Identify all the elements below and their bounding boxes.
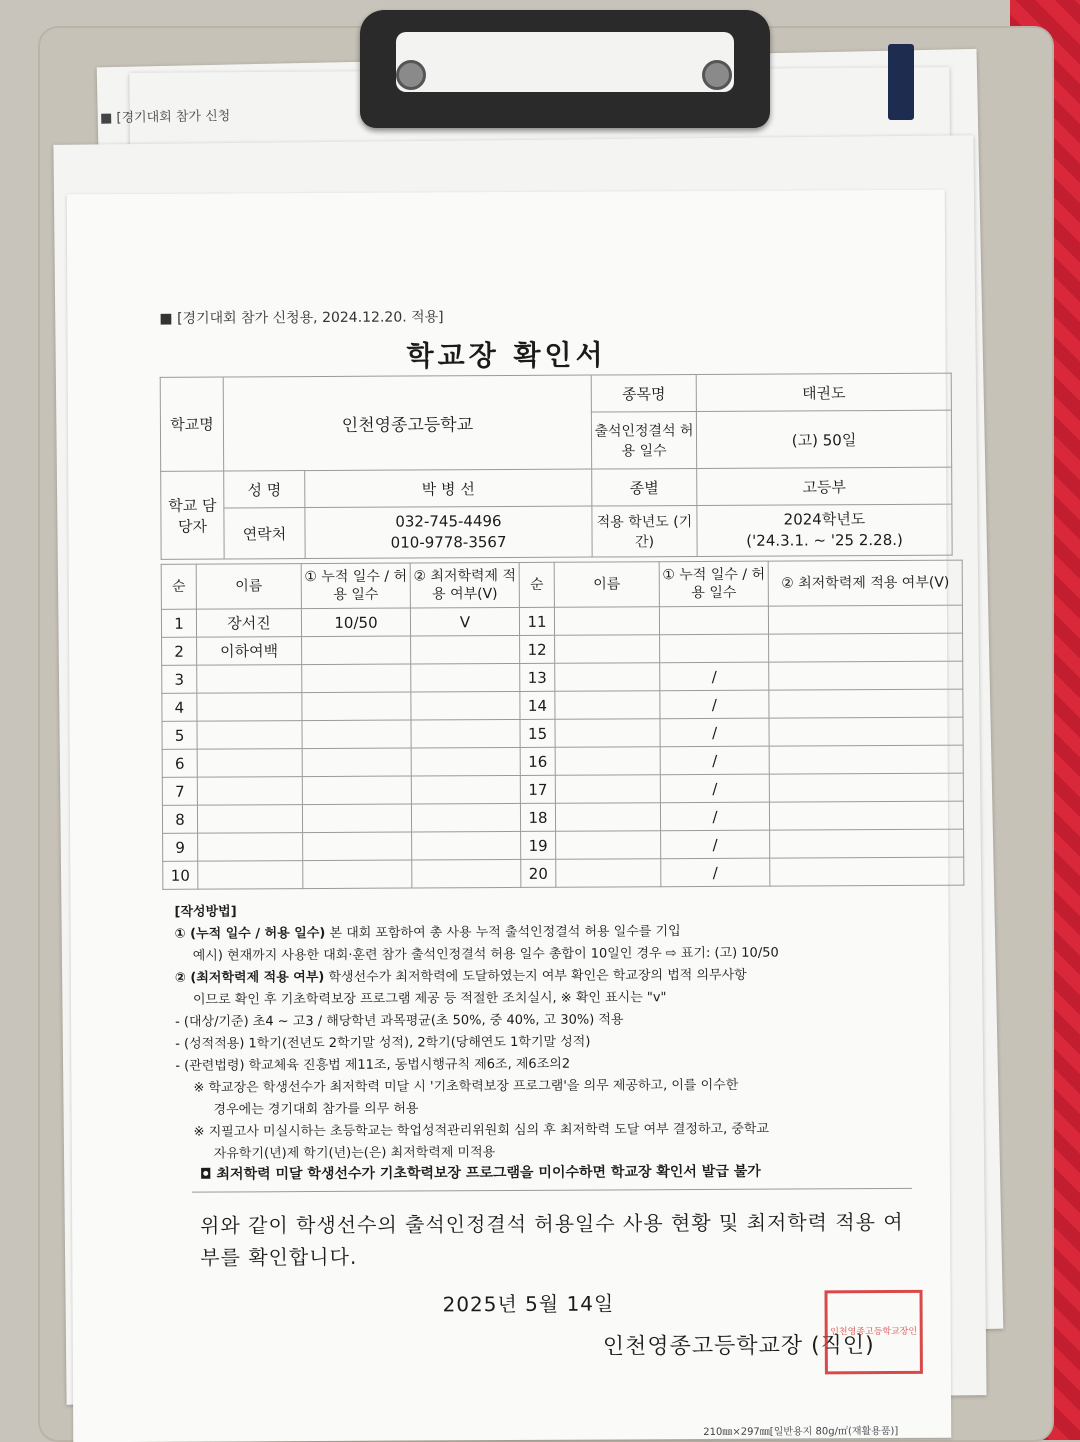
row-days: / — [660, 662, 769, 691]
row-check — [411, 775, 520, 804]
rivet-icon — [702, 60, 732, 90]
year-period: ('24.3.1. ~ '25 2.28.) — [746, 530, 903, 550]
year-value: 2024학년도 — [783, 510, 866, 529]
phone-1: 032-745-4496 — [395, 512, 502, 531]
row-name — [555, 719, 660, 748]
table-row — [162, 801, 963, 833]
row-no: 3 — [162, 665, 197, 693]
divider — [192, 1188, 912, 1193]
row-check — [770, 829, 964, 858]
col-days: ① 누적 일수 / 허용 일수 — [301, 563, 410, 609]
row-check: V — [410, 607, 519, 636]
document-title: 학교장 확인서 — [406, 338, 607, 373]
row-check — [411, 635, 520, 664]
row-no: 4 — [162, 693, 197, 721]
absence-label: 출석인정결석 허용 일수 — [591, 412, 696, 470]
row-check — [412, 831, 521, 860]
principal-signature: 인천영종고등학교장 (직인) — [602, 1333, 875, 1360]
row-days: / — [660, 718, 769, 747]
event-value: 태권도 — [696, 373, 951, 411]
row-check — [411, 691, 520, 720]
table-row — [163, 857, 964, 889]
row-name — [554, 607, 659, 636]
row-no: 11 — [519, 607, 554, 635]
row-no: 10 — [163, 861, 198, 889]
division-value: 고등부 — [697, 467, 952, 505]
row-name — [197, 693, 302, 722]
col-no: 순 — [161, 564, 196, 609]
name-value: 박 병 선 — [305, 469, 592, 508]
absence-value: (고) 50일 — [696, 410, 951, 468]
row-name — [556, 859, 661, 888]
note-6: ※ 학교장은 학생선수가 최저학력 미달 시 '기초학력보장 프로그램'을 의무 제공하고, 이를 이수한 — [193, 1077, 739, 1096]
seal-text: 인천영종고등학교장인 — [830, 1326, 918, 1337]
row-no: 16 — [520, 747, 555, 775]
note-7: ※ 지필고사 미실시하는 초등학교는 학업성적관리위원회 심의 후 최저학력 도달 여부 결정하고, 중학교 — [193, 1121, 770, 1140]
form-code: ■ [경기대회 참가 신청용, 2024.12.20. 적용] — [159, 309, 444, 327]
note-5: - (관련법령) 학교체육 진흥법 제11조, 동법시행규칙 제6조, 제6조의2 — [175, 1056, 571, 1074]
row-name — [198, 833, 303, 862]
row-days — [302, 664, 411, 693]
certificate-document — [67, 190, 952, 1442]
row-check — [411, 747, 520, 776]
note-2-cont: 이므로 확인 후 기초학력보장 프로그램 제공 등 적절한 조치실시, ※ 확인 표시는 "v" — [192, 990, 667, 1008]
row-days — [302, 636, 411, 665]
row-no: 12 — [520, 635, 555, 663]
col-name: 이름 — [196, 564, 301, 610]
row-days — [659, 606, 768, 635]
row-name — [197, 665, 302, 694]
row-name — [197, 749, 302, 778]
confirmation-text: 위와 같이 학생선수의 출석인정결석 허용일수 사용 현황 및 최저학력 적용 여부를 확인합니다. — [200, 1209, 904, 1270]
row-no: 1 — [161, 609, 196, 637]
row-name — [197, 805, 302, 834]
row-name — [556, 831, 661, 860]
table-row — [161, 605, 962, 637]
row-name — [555, 691, 660, 720]
row-name — [555, 663, 660, 692]
table-row — [162, 773, 963, 805]
row-check — [770, 857, 964, 886]
note-2-title: ② (최저학력제 적용 여부) — [174, 969, 325, 986]
row-name — [555, 775, 660, 804]
note-1-text: 본 대회 포함하여 총 사용 누적 출석인정결석 허용 일수를 기입 — [325, 924, 681, 941]
row-no: 2 — [162, 637, 197, 665]
row-name — [197, 721, 302, 750]
col-academic: ② 최저학력제 적용 여부(V) — [768, 560, 962, 606]
notes-heading: [작성방법] — [174, 904, 237, 920]
event-label: 종목명 — [591, 375, 696, 413]
note-1-example: 예시) 현재까지 사용한 대회·훈련 참가 출석인정결석 허용 일수 총합이 10일인 경우 ⇨ 표기: (고) 10/50 — [192, 945, 779, 964]
row-days: / — [660, 690, 769, 719]
manager-label: 학교 담당자 — [161, 471, 224, 559]
row-check — [769, 689, 963, 718]
row-no: 19 — [521, 831, 556, 859]
row-no: 6 — [162, 749, 197, 777]
row-name — [555, 635, 660, 664]
row-check — [769, 773, 963, 802]
row-check — [769, 717, 963, 746]
issue-date: 2025년 5월 14일 — [442, 1291, 615, 1317]
col-academic: ② 최저학력제 적용 여부(V) — [410, 562, 519, 608]
row-days — [302, 720, 411, 749]
row-days: / — [660, 802, 769, 831]
division-label: 종별 — [592, 469, 697, 507]
row-days: / — [661, 830, 770, 859]
contact-label: 연락처 — [224, 508, 305, 559]
official-seal — [824, 1290, 922, 1375]
row-days — [302, 748, 411, 777]
name-label: 성 명 — [224, 471, 305, 508]
row-days: / — [661, 858, 770, 887]
row-days: / — [660, 746, 769, 775]
row-check — [768, 605, 962, 634]
paper-spec: 210㎜×297㎜[일반용지 80g/㎡(재활용품)] — [703, 1425, 899, 1438]
row-name: 이하여백 — [197, 637, 302, 666]
note-1-title: ① (누적 일수 / 허용 일수) — [174, 925, 326, 942]
note-6-cont: 경우에는 경기대회 참가를 의무 허용 — [213, 1101, 419, 1118]
rivet-icon — [396, 60, 426, 90]
info-table — [160, 373, 953, 560]
row-days: 10/50 — [301, 608, 410, 637]
table-row — [162, 745, 963, 777]
row-days — [302, 692, 411, 721]
row-days — [660, 634, 769, 663]
row-check — [769, 801, 963, 830]
row-name — [197, 777, 302, 806]
row-days — [302, 776, 411, 805]
table-row — [162, 633, 963, 665]
col-name: 이름 — [554, 562, 659, 608]
roster-table — [161, 560, 965, 890]
row-name: 장서진 — [196, 609, 301, 638]
note-4: - (성적적용) 1학기(전년도 2학기말 성적), 2학기(당해연도 1학기말 성적) — [175, 1034, 591, 1052]
table-row — [163, 829, 964, 861]
warning-line: ◘ 최저학력 미달 학생선수가 기초학력보장 프로그램을 미이수하면 학교장 확인서 발급 불가 — [199, 1163, 761, 1183]
row-no: 17 — [520, 775, 555, 803]
row-days — [303, 832, 412, 861]
row-no: 5 — [162, 721, 197, 749]
row-no: 15 — [520, 719, 555, 747]
row-days — [302, 804, 411, 833]
year-cell — [697, 504, 952, 556]
table-row — [162, 717, 963, 749]
note-3: - (대상/기준) 초4 ~ 고3 / 해당학년 과목평균(초 50%, 중 40%, 고 30%) 적용 — [175, 1012, 624, 1030]
row-check — [769, 745, 963, 774]
phone-2: 010-9778-3567 — [390, 533, 507, 552]
col-days: ① 누적 일수 / 허용 일수 — [659, 561, 768, 607]
row-no: 14 — [520, 691, 555, 719]
row-check — [411, 663, 520, 692]
row-no: 9 — [163, 833, 198, 861]
row-check — [411, 719, 520, 748]
row-check — [769, 661, 963, 690]
back-sheet-header: ■ [경기대회 참가 신청 — [99, 108, 231, 127]
row-no: 8 — [162, 805, 197, 833]
writing-instructions — [174, 898, 935, 1166]
row-name — [555, 747, 660, 776]
school-label: 학교명 — [160, 377, 223, 471]
row-check — [412, 859, 521, 888]
row-name — [555, 803, 660, 832]
row-no: 7 — [162, 777, 197, 805]
elastic-band — [888, 44, 914, 120]
table-row — [162, 689, 963, 721]
table-row — [162, 661, 963, 693]
row-check — [411, 803, 520, 832]
row-check — [769, 633, 963, 662]
row-no: 13 — [520, 663, 555, 691]
row-no: 20 — [521, 859, 556, 887]
row-days — [303, 860, 412, 889]
row-name — [198, 861, 303, 890]
col-no: 순 — [519, 562, 554, 607]
row-days: / — [660, 774, 769, 803]
year-label: 적용 학년도 (기간) — [592, 506, 697, 558]
school-value: 인천영종고등학교 — [223, 375, 591, 471]
contact-value — [305, 506, 592, 559]
row-no: 18 — [520, 803, 555, 831]
note-2-text: 학생선수가 최저학력에 도달하였는지 여부 확인은 학교장의 법적 의무사항 — [324, 967, 747, 985]
note-7-cont: 자유학기(년)제 학기(년)는(은) 최저학력제 미적용 — [213, 1145, 496, 1162]
